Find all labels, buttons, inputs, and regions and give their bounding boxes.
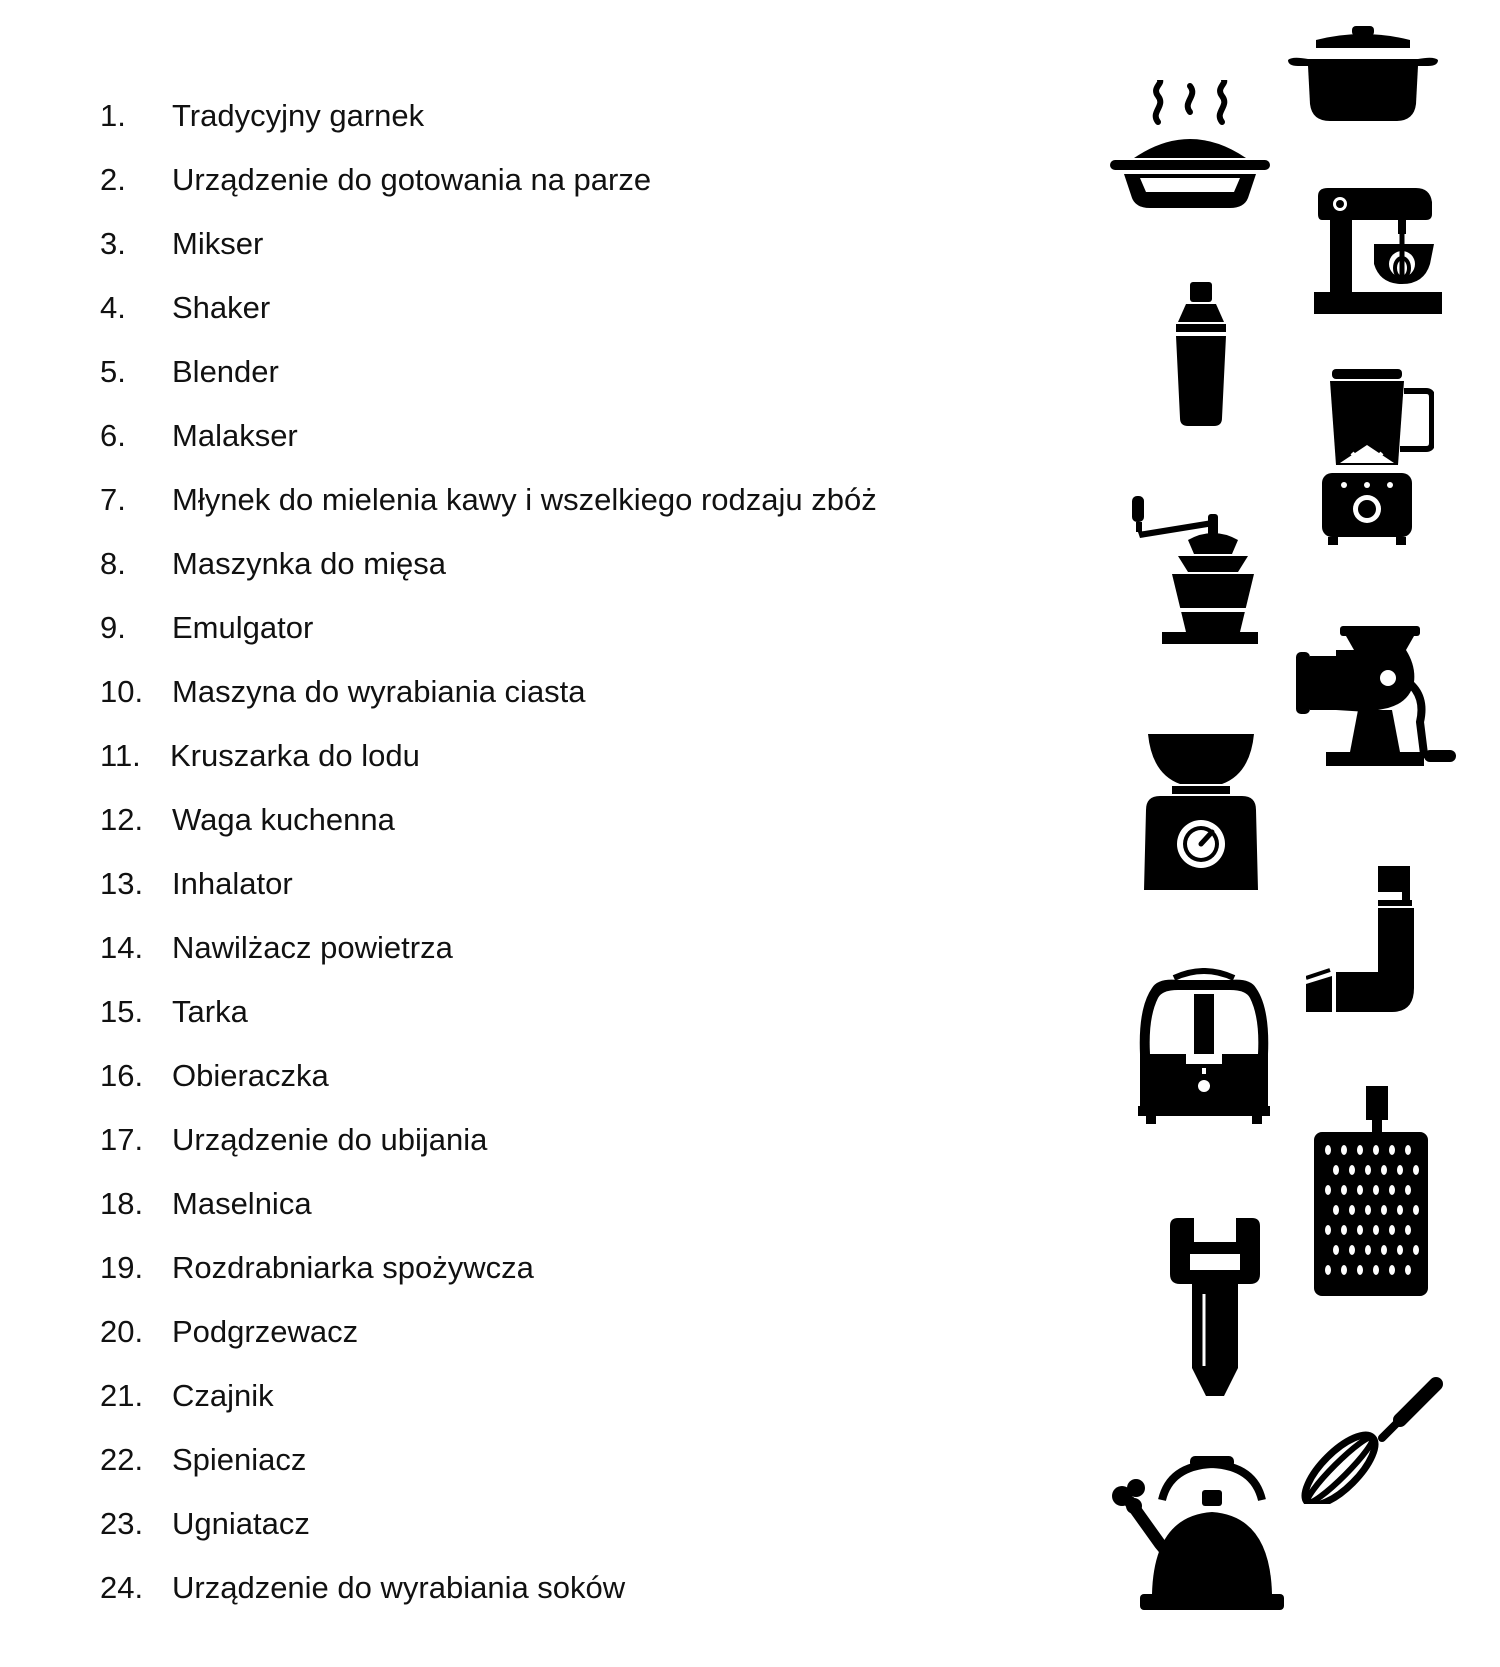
appliance-list: [100, 83, 1000, 1619]
item-number: 16.: [100, 1057, 144, 1093]
item-number: 23.: [100, 1505, 144, 1541]
inhaler-icon: [1306, 866, 1418, 1012]
list-item: [100, 403, 1000, 467]
item-label: Spieniacz: [172, 1441, 307, 1477]
item-label: Tarka: [172, 993, 248, 1029]
item-number: 14.: [100, 929, 144, 965]
item-label: Urządzenie do ubijania: [172, 1121, 488, 1157]
item-number: 7.: [100, 481, 126, 517]
item-label: Waga kuchenna: [172, 801, 395, 837]
stand-mixer-icon: [1312, 188, 1442, 314]
list-item: [100, 1427, 1000, 1491]
item-label: Maselnica: [172, 1185, 312, 1221]
item-label: Maszynka do mięsa: [172, 545, 446, 581]
item-number: 6.: [100, 417, 126, 453]
steamer-icon: [1110, 80, 1270, 208]
cocktail-shaker-icon: [1174, 282, 1228, 426]
list-item: [100, 147, 1000, 211]
item-label: Tradycyjny garnek: [172, 97, 425, 133]
meat-grinder-icon: [1296, 626, 1456, 766]
kitchen-scale-icon: [1142, 734, 1260, 890]
item-label: Maszyna do wyrabiania ciasta: [172, 673, 586, 709]
list-item: [100, 659, 1000, 723]
list-item: [100, 1491, 1000, 1555]
item-number: 21.: [100, 1377, 144, 1413]
item-number: 4.: [100, 289, 126, 325]
list-item: [100, 467, 1000, 531]
item-label: Malakser: [172, 417, 298, 453]
list-item: [100, 787, 1000, 851]
list-item: [100, 1363, 1000, 1427]
item-number: 13.: [100, 865, 144, 901]
list-item: [100, 1299, 1000, 1363]
item-number: 15.: [100, 993, 144, 1029]
list-item: [100, 531, 1000, 595]
item-label: Urządzenie do gotowania na parze: [172, 161, 652, 197]
item-number: 8.: [100, 545, 126, 581]
item-number: 17.: [100, 1121, 144, 1157]
item-label: Ugniatacz: [172, 1505, 310, 1541]
item-number: 22.: [100, 1441, 144, 1477]
list-item: [100, 1235, 1000, 1299]
list-item: [100, 723, 1000, 787]
whisk-icon: [1296, 1376, 1444, 1504]
item-number: 5.: [100, 353, 126, 389]
item-label: Obieraczka: [172, 1057, 329, 1093]
item-number: 9.: [100, 609, 126, 645]
list-item: [100, 83, 1000, 147]
blender-icon: [1322, 369, 1434, 547]
item-label: Czajnik: [172, 1377, 274, 1413]
kettle-icon: [1110, 1456, 1286, 1616]
item-label: Mikser: [172, 225, 264, 261]
list-item: [100, 1171, 1000, 1235]
item-label: Inhalator: [172, 865, 293, 901]
item-label: Podgrzewacz: [172, 1313, 359, 1349]
item-number: 12.: [100, 801, 144, 837]
list-item: [100, 851, 1000, 915]
item-label: Nawilżacz powietrza: [172, 929, 453, 965]
item-number: 19.: [100, 1249, 144, 1285]
item-number: 3.: [100, 225, 126, 261]
item-number: 18.: [100, 1185, 144, 1221]
item-label: Młynek do mielenia kawy i wszelkiego rodzaju zbóż: [172, 481, 877, 517]
list-item: [100, 979, 1000, 1043]
coffee-grinder-icon: [1128, 496, 1258, 644]
item-number: 24.: [100, 1569, 144, 1605]
list-item: [100, 275, 1000, 339]
cooking-pot-icon: [1288, 26, 1438, 122]
humidifier-icon: [1138, 968, 1270, 1124]
item-label: Kruszarka do lodu: [170, 737, 420, 773]
list-item: [100, 211, 1000, 275]
list-item: [100, 1043, 1000, 1107]
item-number: 2.: [100, 161, 126, 197]
item-number: 10.: [100, 673, 144, 709]
item-number: 1.: [100, 97, 126, 133]
item-number: 11.: [100, 737, 141, 773]
peeler-icon: [1166, 1218, 1264, 1396]
grater-icon: [1312, 1086, 1430, 1296]
item-label: Emulgator: [172, 609, 314, 645]
list-item: [100, 339, 1000, 403]
item-label: Blender: [172, 353, 279, 389]
item-number: 20.: [100, 1313, 144, 1349]
list-item: [100, 1107, 1000, 1171]
item-label: Shaker: [172, 289, 271, 325]
item-label: Urządzenie do wyrabiania soków: [172, 1569, 626, 1605]
list-item: [100, 595, 1000, 659]
list-item: [100, 1555, 1000, 1619]
list-item: [100, 915, 1000, 979]
item-label: Rozdrabniarka spożywcza: [172, 1249, 534, 1285]
